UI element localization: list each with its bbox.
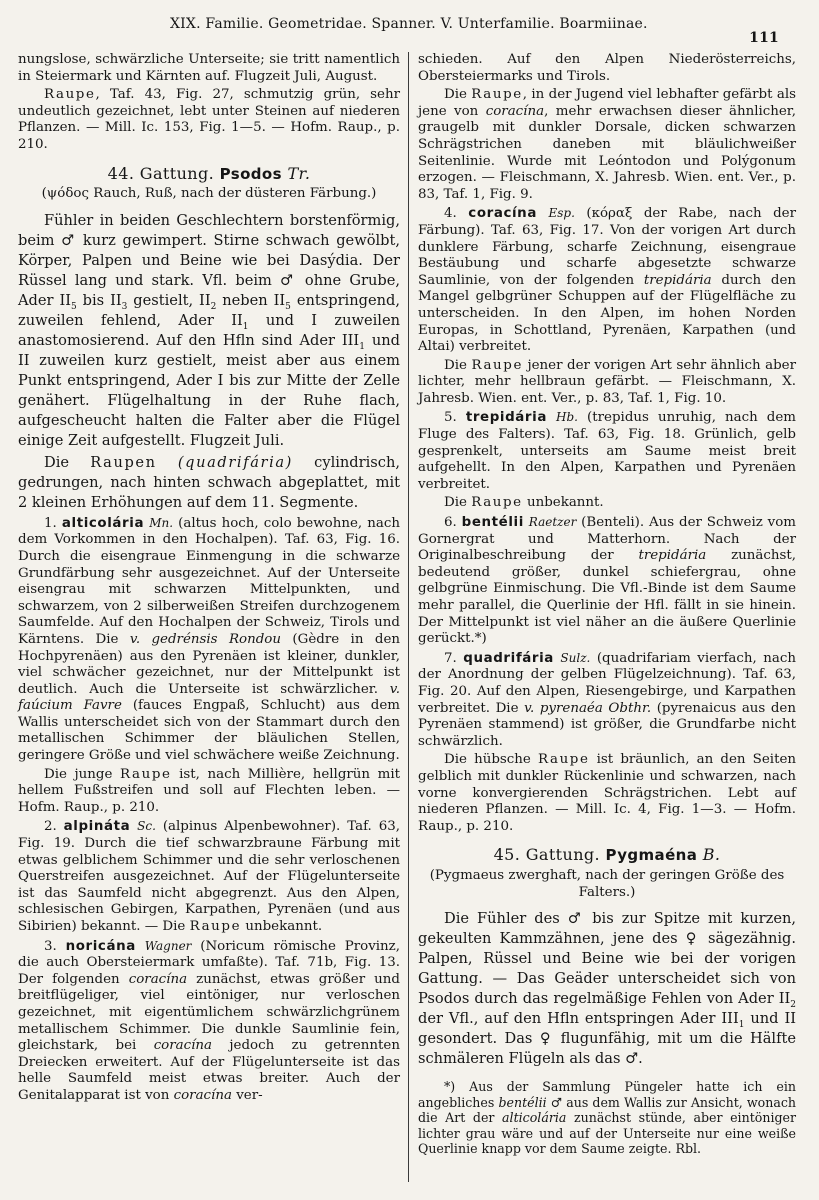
genus-name: Psodos bbox=[219, 164, 282, 183]
species-name: bentélii bbox=[461, 515, 524, 531]
genus-etymology: (Pygmaeus zwerghaft, nach der geringen Größe des Falters.) bbox=[429, 867, 785, 900]
species-name: alticolária bbox=[61, 515, 145, 531]
species-entry-3: 3. noricána Wagner (Noricum römische Provinz, die auch Obersteiermark umfaßte). Taf. 71b, Fig. 13. Der folgenden coracína zunächst, etwas größer und breitflügeliger, viel eintöniger, nur verloschen gezeichnet, mit eigentümlichem schwärzlichgrünem metallischem Schimmer. Die dunkle Saumlinie fein, gleichstark, bei coracína jedoch zu getrennten Dreiecken erweitert. Auf der Flügelunterseite ist das helle Saumfeld meist etwas breiter. Auch der Genitalapparat ist von coracína ver- bbox=[18, 938, 400, 1103]
raupe-paragraph: Raupe, Taf. 43, Fig. 27, schmutzig grün, sehr undeutlich gezeichnet, lebt unter Steinen auf niederen Pflanzen. — Mill. Ic. 153, Fig. 1—5. — Hofm. Raup., p. 210. bbox=[18, 87, 400, 152]
genus-description: Die Fühler des ♂ bis zur Spitze mit kurzen, gekeulten Kammzähnen, jene des ♀ sägezähnig. Palpen, Rüssel und Beine wie bei der vorigen Gattung. — Das Geäder unterscheidet sich von Psodos durch das regelmäßige Fehlen von Ader $II_2$ der Vfl., auf den Hfln entspringen Ader $III_1$ und II gesondert. Das ♀ flugunfähig, mit um die Hälfte schmäleren Flügeln als das ♂. bbox=[418, 910, 796, 1068]
species-entry-1: 1. alticolária Mn. (altus hoch, colo bewohne, nach dem Vorkommen in den Hochalpen). Taf. 63, Fig. 16. Durch die eisengraue Einmengung in die schwarze Grundfärbung sehr ausgezeichnet. Auf der Unterseite eisengrau mit schwarzen Mittelpunkten, und schwarzem, von 2 silberweißen Streifen durchzogenem Saumfelde. Auf den Hochalpen der Schweiz, Tirols und Kärntens. Die v. gedrénsis Rondou (Gèdre in den Hochpyrenäen) aus den Pyrenäen ist kleiner, dunkler, viel schwächer gezeichnet, nur der Mittelpunkt ist deutlich. Auch die Unterseite ist schwärzlicher. v. faúcium Favre (fauces Engpaß, Schlucht) aus dem Wallis unterscheidet sich von der Stammart durch den metallischen Schimmer der bläulichen Stellen, geringere Größe und viel schwächere weiße Zeichnung. bbox=[18, 515, 400, 764]
species-entry-5: 5. trepidária Hb. (trepidus unruhig, nach dem Fluge des Falters). Taf. 63, Fig. 18. Grünlich, gelb gesprenkelt, unterseits am Saume meist breit aufgehellt. In den Alpen, Karpathen und Pyrenäen verbreitet. bbox=[418, 410, 796, 492]
species-7-raupe: Die hübsche Raupe ist bräunlich, an den Seiten gelblich mit dunkler Rückenlinie und schwarzen, nach vorne konvergierenden Schrägstrichen. Lebt auf niederen Pflanzen. — Mill. Ic. 4, Fig. 1—3. — Hofm. Raup., p. 210. bbox=[418, 752, 796, 834]
left-column bbox=[18, 52, 400, 1190]
right-column bbox=[418, 52, 796, 1190]
species-5-raupe: Die Raupe unbekannt. bbox=[444, 495, 604, 511]
species-4-raupe: Die Raupe jener der vorigen Art sehr ähnlich aber lichter, mehr hellbraun gefärbt. — Fleischmann, X. Jahresb. Wien. ent. Ver., p. 83, Taf. 1, Fig. 10. bbox=[418, 357, 796, 406]
species-name: noricána bbox=[65, 938, 136, 954]
species-1-raupe: Die junge Raupe ist, nach Millière, hellgrün mit hellem Fußstreifen und soll auf Flechten leben. — Hofm. Raup., p. 210. bbox=[18, 766, 400, 815]
genus-etymology: (ψόδος Rauch, Ruß, nach der düsteren Färbung.) bbox=[41, 186, 377, 202]
species-name: trepidária bbox=[465, 410, 547, 426]
genus-heading-45: 45. Gattung. Pygmaéna B. bbox=[493, 845, 721, 865]
running-head-title: XIX. Familie. Geometridae. Spanner. V. Unterfamilie. Boarmiinae. bbox=[170, 16, 648, 32]
species-entry-2: 2. alpináta Sc. (alpinus Alpenbewohner). Taf. 63, Fig. 19. Durch die tief schwarzbraune Färbung mit etwas gelblichem Schimmer und die sehr verloschenen Querstreifen ausgezeichnet. Auf der Flügelunterseite ist das Saumfeld nicht abgegrenzt. Aus den Alpen, schlesischen Gebirgen, Karpathen, Pyrenäen (und aus Sibirien) bekannt. — Die Raupe unbekannt. bbox=[18, 819, 400, 934]
genus-name: Pygmaéna bbox=[605, 846, 698, 865]
running-head bbox=[20, 16, 799, 46]
column-divider bbox=[408, 52, 409, 1182]
footnote: *) Aus der Sammlung Püngeler hatte ich ein angebliches bentélii ♂ aus dem Wallis zur Ansicht, wonach die Art der alticolária zunächst stünde, aber eintöniger lichter grau wäre und auf der Unterseite nur eine weiße Querlinie knapp vor dem Saume zeigte. Rbl. bbox=[418, 1079, 797, 1157]
raupe-paragraph: Die Raupe, in der Jugend viel lebhafter gefärbt als jene von coracína, mehr erwachsen dieser ähnlicher, graugelb mit dunkler Dorsale, dicken schwarzen Schrägstrichen daneben mit bläulichweißer Seitenlinie. Wurde mit Leóntodon und Polýgonum erzogen. — Fleischmann, X. Jahresb. Wien. ent. Ver., p. 83, Taf. 1, Fig. 9. bbox=[418, 87, 796, 202]
continued-paragraph: nungslose, schwärzliche Unterseite; sie tritt namentlich in Steiermark und Kärnten auf. Flugzeit Juli, August. bbox=[18, 52, 400, 84]
species-entry-7: 7. quadrifária Sulz. (quadrifariam vierfach, nach der Anordnung der gelben Flügelzeichnung). Taf. 63, Fig. 20. Auf den Alpen, Riesengebirge, und Karpathen verbreitet. Die v. pyrenaéa Obthr. (pyrenaicus aus den Pyrenäen stammend) ist größer, die Grundfarbe nicht schwärzlich. bbox=[418, 650, 796, 749]
species-name: alpináta bbox=[63, 819, 131, 835]
genus-description: Fühler in beiden Geschlechtern borstenförmig, beim ♂ kurz gewimpert. Stirne schwach gewölbt, Körper, Palpen und Beine wie bei Dasýdia. Der Rüssel lang und stark. Vfl. beim ♂ ohne Grube, Ader $II_5$ bis $II_3$ gestielt, $II_2$ neben $II_5$ entspringend, zuweilen fehlend, Ader $II_1$ und I zuweilen anastomosierend. Auf den Hfln sind Ader $III_1$ und II zuweilen kurz gestielt, meist aber aus einem Punkt entspringend, Ader I bis zur Mitte der Zelle genähert. Flügelhaltung in der Ruhe flach, aufgescheucht halten die Falter aber die Flügel einige Zeit aufgestellt. Flugzeit Juli. bbox=[18, 211, 401, 449]
raupen-description: Die Raupen (quadrifária) cylindrisch, gedrungen, nach hinten schwach abgeplattet, mit 2 kleinen Erhöhungen auf dem 11. Segmente. bbox=[18, 453, 400, 511]
species-name: coracína bbox=[468, 206, 537, 222]
continued-paragraph: schieden. Auf den Alpen Niederösterreichs, Obersteiermarks und Tirols. bbox=[418, 52, 796, 84]
page-number: 111 bbox=[749, 30, 779, 46]
species-entry-6: 6. bentélii Raetzer (Benteli). Aus der Schweiz vom Gornergrat und Matterhorn. Nach der Originalbeschreibung der trepidária zunächst, bedeutend größer, dunkel schiefergrau, ohne gelbgrüne Einmischung. Die Vfl.-Binde ist dem Saume mehr parallel, die Querlinie der Hfl. fällt in sie hinein. Der Mittelpunkt ist viel näher an die äußere Querlinie gerückt.*) bbox=[418, 515, 796, 647]
species-name: quadrifária bbox=[463, 650, 554, 666]
genus-heading-44: 44. Gattung. Psodos Tr. bbox=[107, 163, 311, 183]
species-entry-4: 4. coracína Esp. (κόραξ der Rabe, nach der Färbung). Taf. 63, Fig. 17. Von der vorigen Art durch dunklere Färbung, scharfe Zeichnung, eisengraue Bestäubung und scharfe abgesetzte schwarze Saumlinie, von der folgenden trepidária durch den Mangel gelbgrüner Schuppen auf der Flügelfläche zu unterscheiden. In den Alpen, im hohen Norden Europas, in Schottland, Pyrenäen, Karpathen (und Altai) verbreitet. bbox=[418, 206, 796, 355]
